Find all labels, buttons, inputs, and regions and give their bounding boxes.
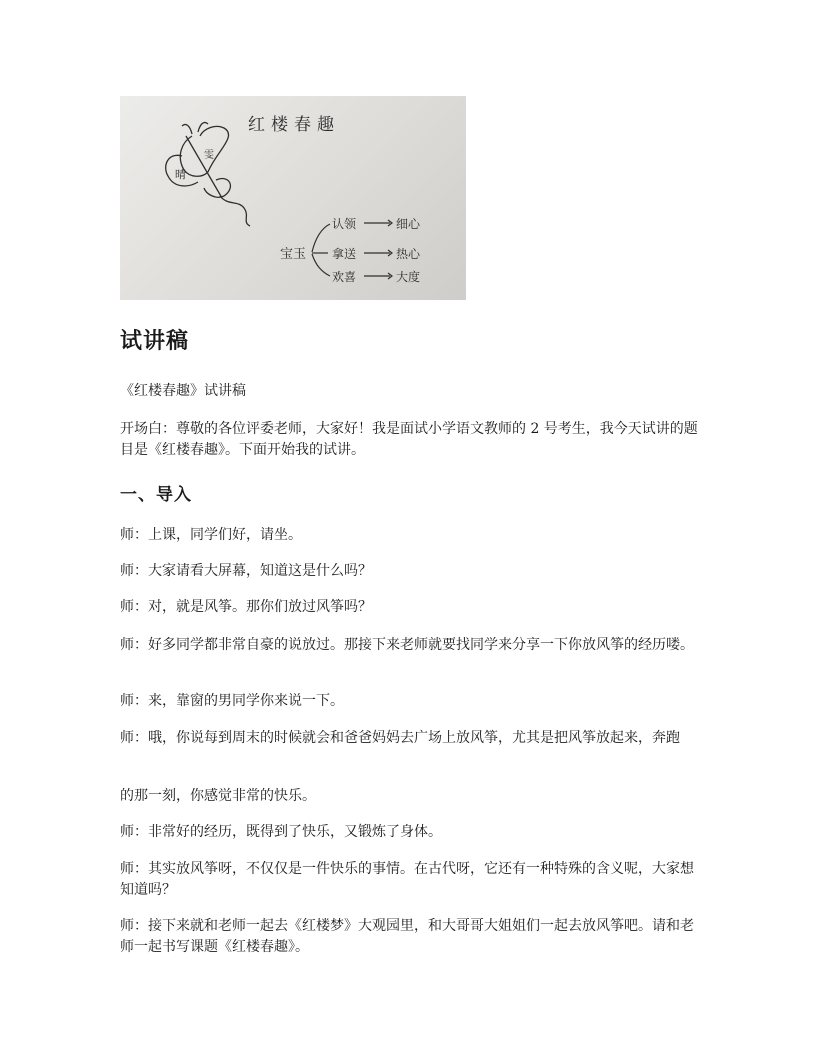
document-subtitle: 《红楼春趣》试讲稿 bbox=[120, 383, 246, 399]
script-line-3: 师：对，就是风筝。那你们放过风筝吗？ bbox=[120, 599, 372, 615]
whiteboard-photo bbox=[120, 96, 466, 300]
script-line-9: 师：其实放风筝呀，不仅仅是一件快乐的事情。在古代呀，它还有一种特殊的含义呢，大家想知道吗？ bbox=[120, 861, 694, 898]
script-line-4: 师：好多同学都非常自豪的说放过。那接下来老师就要找同学来分享一下你放风筝的经历喽。 bbox=[120, 637, 694, 653]
script-line-7: 的那一刻，你感觉非常的快乐。 bbox=[120, 788, 316, 804]
script-line-8: 师：非常好的经历，既得到了快乐，又锻炼了身体。 bbox=[120, 824, 442, 840]
photo-title: 红楼春趣 bbox=[248, 115, 340, 135]
branch-action-3: 欢喜 bbox=[332, 270, 357, 284]
script-line-10: 师：接下来就和老师一起去《红楼梦》大观园里，和大哥哥大姐姐们一起去放风筝吧。请和老师一起书写课题《红楼春趣》。 bbox=[120, 918, 694, 955]
script-line-2: 师：大家请看大屏幕，知道这是什么吗？ bbox=[120, 563, 372, 579]
script-line-1: 师：上课，同学们好，请坐。 bbox=[120, 527, 302, 543]
document-title: 试讲稿 bbox=[120, 329, 190, 354]
intro-paragraph: 开场白：尊敬的各位评委老师，大家好！我是面试小学语文教师的 2 号考生，我今天试讲的题目是《红楼春趣》。下面开始我的试讲。 bbox=[120, 421, 698, 458]
script-line-6: 师：哦，你说每到周末的时候就会和爸爸妈妈去广场上放风筝，尤其是把风筝放起来，奔跑 bbox=[120, 730, 680, 746]
mindmap-root: 宝玉 bbox=[280, 247, 307, 262]
branch-action-1: 认领 bbox=[332, 217, 357, 231]
script-line-5: 师：来，靠窗的男同学你来说一下。 bbox=[120, 693, 344, 709]
kite-char-wen: 雯 bbox=[204, 150, 214, 161]
section-heading-intro: 一、导入 bbox=[120, 485, 192, 505]
branch-trait-3: 大度 bbox=[396, 270, 421, 284]
handwritten-diagram bbox=[120, 96, 466, 300]
kite-char-qing: 晴 bbox=[175, 168, 186, 181]
branch-trait-2: 热心 bbox=[396, 247, 421, 261]
branch-trait-1: 细心 bbox=[396, 217, 421, 231]
branch-action-2: 拿送 bbox=[332, 247, 357, 261]
